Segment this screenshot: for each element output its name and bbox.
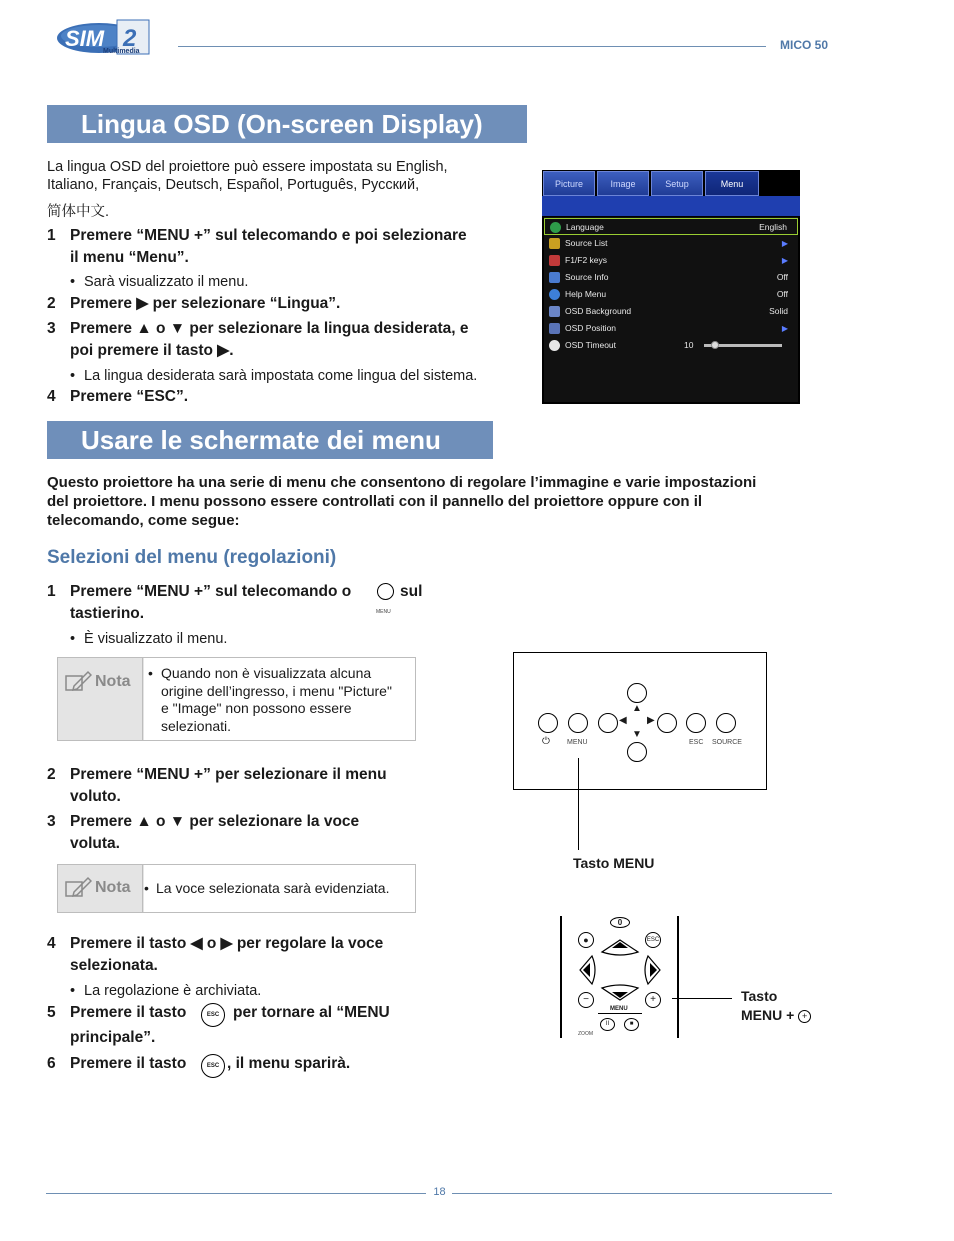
osd-row-label: Language <box>566 222 604 232</box>
step-number: 4 <box>47 388 56 405</box>
section-title-lingua-osd: Lingua OSD (On-screen Display) <box>47 105 527 143</box>
step-text: Premere il tasto <box>70 1004 187 1021</box>
source-list-icon <box>549 238 560 249</box>
intro-line: La lingua OSD del proiettore può essere impostata su English, <box>47 159 448 175</box>
esc-button-label: ESC <box>689 739 704 746</box>
down-button <box>627 742 647 762</box>
step-text: Premere “ESC”. <box>70 388 189 405</box>
osd-row-source-info <box>544 269 798 286</box>
zoom-minus-key: − <box>578 992 594 1008</box>
info-icon <box>549 272 560 283</box>
step-number: 3 <box>47 320 56 337</box>
esc-button-icon: ESC <box>201 1054 225 1078</box>
step-text: poi premere il tasto ▶. <box>70 342 234 359</box>
callout-line <box>578 758 579 850</box>
power-button <box>538 713 558 733</box>
chevron-right-icon: ▶ <box>781 256 788 265</box>
up-button <box>627 683 647 703</box>
osd-row-help-menu <box>544 286 798 303</box>
footer-rule <box>46 1193 426 1194</box>
model-name: MICO 50 <box>780 38 829 52</box>
nota-label: Nota <box>95 673 131 690</box>
step-number: 1 <box>47 583 56 600</box>
bullet-dot: • <box>148 665 153 681</box>
section2-intro <box>47 473 756 530</box>
step-number: 4 <box>47 935 56 952</box>
osd-tab-picture: Picture <box>543 171 595 196</box>
pencil-note-icon <box>64 876 92 900</box>
esc-button-icon: ESC <box>201 1003 225 1027</box>
bullet-text: La regolazione è archiviata. <box>84 983 262 999</box>
background-icon <box>549 306 560 317</box>
intro-line: Questo proiettore ha una serie di menu che consentono di regolare l’immagine e varie impostazioni <box>47 474 757 491</box>
nota-line: e "Image" non possono essere <box>161 700 352 716</box>
step-1 <box>47 225 517 269</box>
step-text: Premere “MENU +” per selezionare il menu <box>70 766 387 783</box>
step-1 <box>47 581 447 625</box>
osd-timeout-slider <box>704 344 782 347</box>
menu-button <box>568 713 588 733</box>
remote-caption: Tasto <box>741 988 778 1004</box>
nota-label: Nota <box>95 879 131 896</box>
step-2 <box>47 764 447 808</box>
osd-row-value: Solid <box>769 306 788 316</box>
arrow-left-icon: ◀ <box>619 715 627 726</box>
osd-row-label: Source List <box>565 238 608 248</box>
esc-button <box>686 713 706 733</box>
nota-text: La voce selezionata sarà evidenziata. <box>156 880 390 896</box>
nota-content <box>144 865 415 912</box>
step-4 <box>47 386 517 408</box>
osd-menu-screenshot <box>542 170 800 404</box>
step-number: 2 <box>47 295 56 312</box>
nota-content <box>144 658 415 740</box>
header-rule <box>178 46 766 47</box>
step-3 <box>47 811 447 855</box>
nota-text <box>161 665 392 735</box>
right-button <box>657 713 677 733</box>
source-button <box>716 713 736 733</box>
osd-title-bar <box>542 196 800 216</box>
osd-row-source-list <box>544 235 798 252</box>
plus-circle-icon: + <box>798 1010 811 1023</box>
nota-line: Quando non è visualizzata alcuna <box>161 665 372 681</box>
osd-tab-menu: Menu <box>705 171 759 196</box>
keys-icon <box>549 255 560 266</box>
step-4 <box>47 933 447 977</box>
chevron-right-icon: ▶ <box>781 324 788 333</box>
step-number: 1 <box>47 227 56 244</box>
osd-row-label: Help Menu <box>565 289 607 299</box>
osd-row-label: Source Info <box>565 272 609 282</box>
bullet: • È visualizzato il menu. <box>70 631 228 647</box>
step-5 <box>47 1001 447 1051</box>
step-number: 5 <box>47 1004 56 1021</box>
esc-key: ESC <box>645 932 661 948</box>
step-3 <box>47 318 517 362</box>
panel-caption: Tasto MENU <box>573 855 655 871</box>
nota-line: origine dell’ingresso, i menu "Picture" <box>161 682 392 699</box>
osd-row-label: OSD Timeout <box>565 340 617 350</box>
page-number: 18 <box>433 1186 446 1198</box>
nota-line: selezionati. <box>161 717 232 734</box>
intro-line: Italiano, Français, Deutsch, Español, Português, Русский, <box>47 177 420 193</box>
step-text: , il menu sparirà. <box>227 1055 351 1072</box>
remote-caption-text: MENU + <box>741 1007 795 1023</box>
subsection-title: Selezioni del menu (regolazioni) <box>47 547 337 568</box>
nota-label-cell <box>58 865 143 912</box>
clock-icon <box>549 340 560 351</box>
remote-control <box>560 916 682 1038</box>
osd-row-osd-position <box>544 320 798 337</box>
remote-edge <box>677 916 679 1038</box>
help-icon <box>549 289 560 300</box>
nota-box <box>57 657 416 741</box>
callout-line <box>672 998 732 999</box>
osd-list <box>544 217 798 402</box>
menu-label-rule <box>598 1013 642 1014</box>
svg-text:2: 2 <box>123 25 137 52</box>
bullet-text: È visualizzato il menu. <box>84 631 228 647</box>
bullet-dot: • <box>144 880 149 896</box>
step-text: voluta. <box>70 835 120 852</box>
osd-row-value: 10 <box>684 340 694 350</box>
section-title-usare-menu: Usare le schermate dei menu <box>47 421 493 459</box>
intro-line: del proiettore. I menu possono essere controllati con il pannello del proiettore oppure con il <box>47 493 703 510</box>
osd-row-osd-background <box>544 303 798 320</box>
menu-plus-key: + <box>645 992 661 1008</box>
osd-row-value: Off <box>776 289 788 299</box>
intro-line: 简体中文. <box>47 204 110 220</box>
bullet: • La lingua desiderata sarà impostata come lingua del sistema. <box>70 368 478 384</box>
bullet-text: La lingua desiderata sarà impostata come lingua del sistema. <box>84 368 478 384</box>
step-text: principale”. <box>70 1029 156 1046</box>
bullet-text: Sarà visualizzato il menu. <box>84 274 249 290</box>
chevron-right-icon: ▶ <box>781 239 788 248</box>
left-button <box>598 713 618 733</box>
step-text: Premere il tasto <box>70 1055 187 1072</box>
step-number: 3 <box>47 813 56 830</box>
stop-key: ■ <box>624 1018 639 1031</box>
svg-text:SIM: SIM <box>65 26 105 51</box>
sim2-logo <box>55 16 153 56</box>
pencil-note-icon <box>64 670 92 694</box>
step-text: Premere ▶ per selezionare “Lingua”. <box>70 295 341 312</box>
power-key: 0 <box>610 917 630 928</box>
osd-row-f1f2-keys <box>544 252 798 269</box>
menu-button-label: MENU <box>567 739 588 746</box>
nota-box <box>57 864 416 913</box>
osd-tab-setup: Setup <box>651 171 703 196</box>
record-key: ● <box>578 932 594 948</box>
source-button-label: SOURCE <box>712 739 742 746</box>
zoom-label: ZOOM <box>578 1031 593 1037</box>
step-text: Premere ▲ o ▼ per selezionare la lingua desiderata, e <box>70 320 469 337</box>
position-icon <box>549 323 560 334</box>
menu-button-label: MENU <box>376 609 391 615</box>
arrow-down-icon: ▼ <box>632 729 642 740</box>
step-number: 6 <box>47 1055 56 1072</box>
step-text: sul <box>400 583 423 600</box>
step-text: tastierino. <box>70 605 145 622</box>
step-text: il menu “Menu”. <box>70 249 189 266</box>
osd-row-value: Off <box>776 272 788 282</box>
slider-knob <box>711 341 719 349</box>
arrow-right-icon: ▶ <box>647 715 655 726</box>
osd-row-label: OSD Position <box>565 323 617 333</box>
step-text: voluto. <box>70 788 121 805</box>
osd-row-osd-timeout <box>544 337 798 354</box>
step-text: Premere il tasto ◀ o ▶ per regolare la voce <box>70 935 384 952</box>
step-text: Premere ▲ o ▼ per selezionare la voce <box>70 813 360 830</box>
step-text: selezionata. <box>70 957 158 974</box>
footer-rule <box>452 1193 832 1194</box>
step-6 <box>47 1052 447 1080</box>
osd-row-value: English <box>759 222 787 232</box>
arrow-up-icon: ▲ <box>632 703 642 714</box>
menu-key-label: MENU <box>610 1006 628 1012</box>
bullet: • La regolazione è archiviata. <box>70 983 262 999</box>
svg-text:Multimedia: Multimedia <box>103 48 140 55</box>
step-2 <box>47 293 517 315</box>
intro-line: telecomando, come segue: <box>47 512 240 529</box>
step-text: Premere “MENU +” sul telecomando e poi selezionare <box>70 227 467 244</box>
remote-edge <box>560 916 562 1038</box>
menu-button-icon <box>377 583 394 600</box>
power-icon: ⏻ <box>542 736 550 747</box>
step-text: per tornare al “MENU <box>233 1004 390 1021</box>
remote-caption <box>741 1007 811 1023</box>
nota-label-cell <box>58 658 143 740</box>
step-text: Premere “MENU +” sul telecomando o <box>70 583 352 600</box>
bullet: • Sarà visualizzato il menu. <box>70 274 249 290</box>
projector-control-panel <box>513 652 767 790</box>
osd-row-label: F1/F2 keys <box>565 255 608 265</box>
step-number: 2 <box>47 766 56 783</box>
pause-key: II <box>600 1018 615 1031</box>
osd-row-label: OSD Background <box>565 306 632 316</box>
osd-row-language <box>544 218 798 235</box>
globe-icon <box>550 222 561 233</box>
osd-tab-image: Image <box>597 171 649 196</box>
